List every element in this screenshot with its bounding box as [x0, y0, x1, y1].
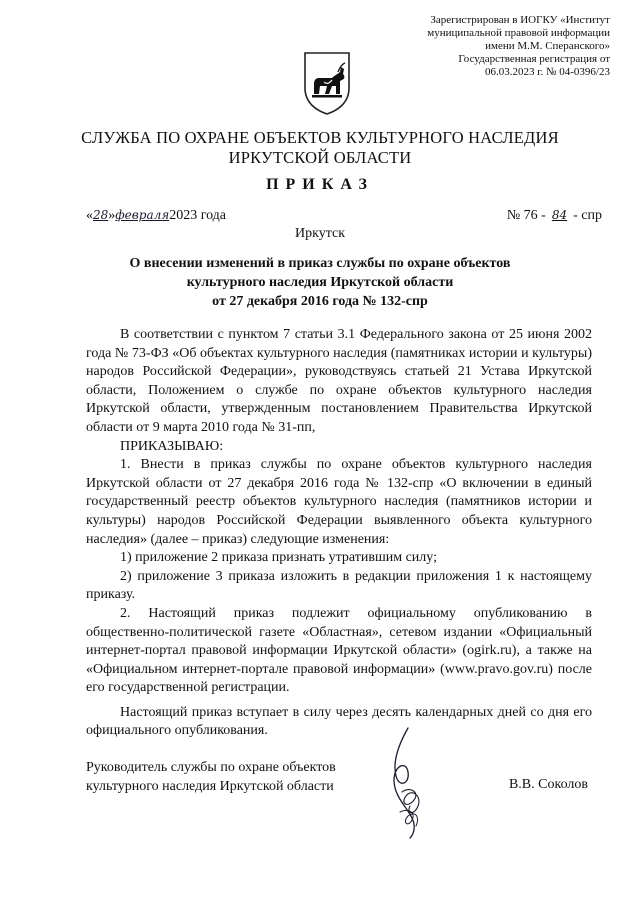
order-date [86, 208, 226, 224]
agency-name [0, 128, 640, 168]
order-directive: ПРИКАЗЫВАЮ: [120, 438, 224, 454]
date-open-quote: « [86, 208, 93, 223]
order-number-handwritten: 84 [551, 208, 568, 222]
registration-line: имени М.М. Сперанского» [485, 40, 610, 52]
date-month-handwritten: февраля [115, 208, 170, 222]
date-close-quote: » [108, 208, 116, 223]
order-title: ПРИКАЗ [266, 176, 374, 193]
order-city: Иркутск [294, 226, 346, 241]
agency-name-line: ИРКУТСКОЙ ОБЛАСТИ [228, 148, 412, 167]
agency-name-line: СЛУЖБА ПО ОХРАНЕ ОБЪЕКТОВ КУЛЬТУРНОГО НАСЛЕДИЯ [81, 128, 559, 147]
order-subject [90, 254, 550, 311]
order-number [507, 208, 602, 224]
registration-line: муниципальной правовой информации [427, 27, 610, 39]
registration-stamp [390, 14, 610, 79]
irkutsk-coat-of-arms-icon [302, 50, 352, 116]
subject-line: культурного наследия Иркутской области [186, 275, 454, 290]
order-number-suffix: - спр [573, 208, 602, 223]
clause-2-paragraph: 2. Настоящий приказ подлежит официальному опубликованию в общественно-политической газете «Областная», сетевом издании «Официальный интернет-портал правовой информации Иркутской области» (ogirk.ru), а также на «Официальном интернет-портале правовой информации» (www.pravo.gov.ru) после его государственной регистрации. [86, 605, 592, 696]
order-body [86, 326, 592, 741]
order-number-prefix: № 76 - [506, 208, 546, 223]
date-day-handwritten: 28 [93, 208, 109, 222]
signer-position [86, 758, 386, 796]
handwritten-signature-icon [370, 722, 450, 842]
subject-line: О внесении изменений в приказ службы по охране объектов [129, 256, 511, 271]
signer-name: В.В. Соколов [508, 777, 588, 792]
clause-1-paragraph: 1. Внести в приказ службы по охране объектов культурного наследия Иркутской области от 27 декабря 2016 года № 132-спр «О включении в единый государственный реестр объектов культурного наследия (памятников истории и культуры) народов Российской Федерации выявленного объекта культурного наследия» (далее – приказ) следующие изменения: [86, 457, 592, 547]
registration-line: Государственная регистрация от [458, 53, 610, 65]
registration-line: Зарегистрирован в ИОГКУ «Институт [430, 14, 610, 26]
registration-line: 06.03.2023 г. № 04-0396/23 [485, 66, 610, 78]
subject-line: от 27 декабря 2016 года № 132-спр [212, 294, 428, 309]
subclause-1-paragraph: 1) приложение 2 приказа признать утратившим силу; [120, 550, 437, 566]
date-year: 2023 года [169, 208, 227, 223]
effective-date-paragraph: Настоящий приказ вступает в силу через десять календарных дней со дня его официального опубликования. [86, 704, 592, 739]
preamble-paragraph: В соответствии с пунктом 7 статьи 3.1 Федерального закона от 25 июня 2002 года № 73-ФЗ «Об объектах культурного наследия (памятниках истории и культуры) народов Российской Федерации», руководствуясь статьей 21 Устава Иркутской области, Положением о службе по охране объектов культурного наследия Иркутской области, утвержденным постановлением Правительства Иркутской области от 9 марта 2010 года № 31-пп, [86, 327, 592, 435]
subclause-2-paragraph: 2) приложение 3 приказа изложить в редакции приложения 1 к настоящему приказу. [86, 568, 592, 603]
signer-position-line: культурного наследия Иркутской области [86, 779, 334, 794]
signer-position-line: Руководитель службы по охране объектов [86, 760, 336, 775]
